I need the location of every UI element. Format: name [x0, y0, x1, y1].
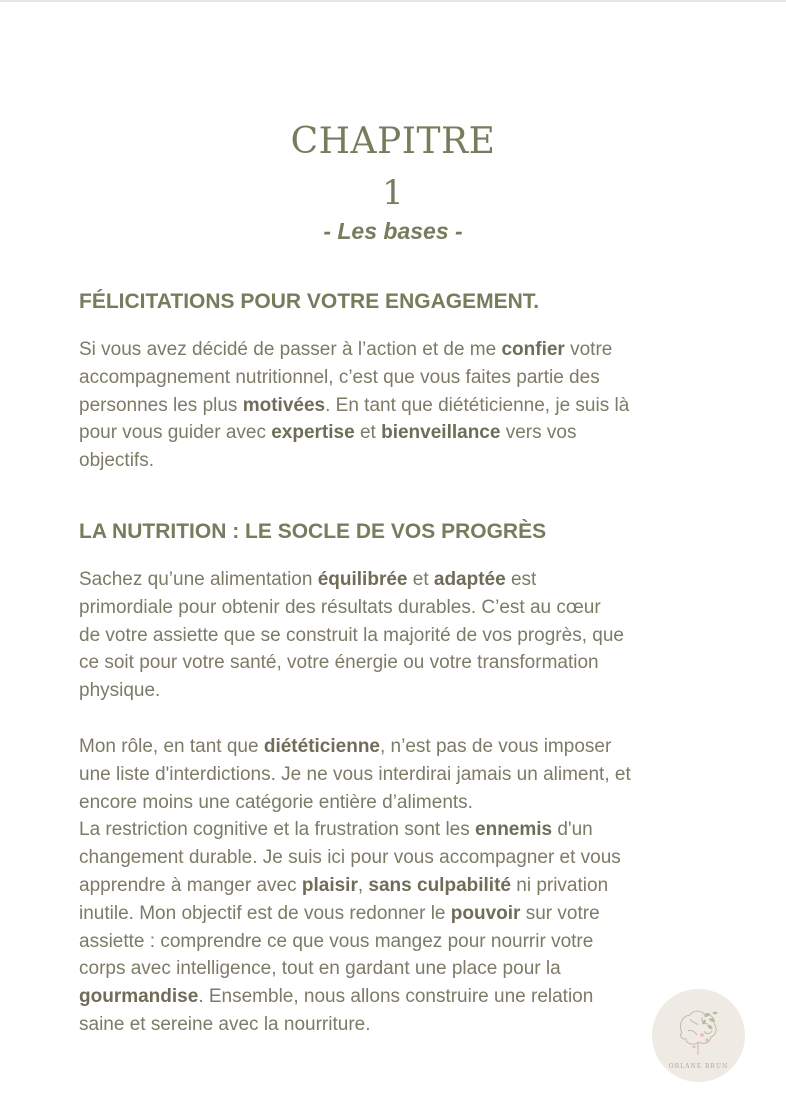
text-line [79, 1011, 719, 1039]
page-top-border [0, 0, 786, 2]
body-text: primordiale pour obtenir des résultats durables. C’est au cœur [79, 596, 601, 618]
emphasis-text: motivées [242, 394, 326, 416]
body-text: inutile. Mon objectif est de vous redonner le [79, 902, 451, 924]
body-text: de votre assiette que se construit la majorité de vos progrès, que [79, 624, 624, 646]
body-text: accompagnement nutritionnel, c’est que vous faites partie des [79, 366, 600, 388]
body-text: . En tant que diététicienne, je suis là [325, 394, 630, 416]
body-text: d'un [552, 819, 593, 841]
emphasis-text: pouvoir [450, 902, 521, 924]
body-text: encore moins une catégorie entière d’aliments. [79, 791, 473, 813]
chapter-subtitle: - Les bases - [323, 218, 463, 244]
paragraph-engagement [79, 336, 719, 475]
text-line [79, 983, 719, 1011]
text-line [79, 761, 719, 789]
body-text: objectifs. [79, 450, 154, 472]
text-line [79, 928, 719, 956]
text-line [79, 649, 719, 677]
section-heading-engagement: FÉLICITATIONS POUR VOTRE ENGAGEMENT. [79, 290, 540, 313]
emphasis-text: adaptée [433, 569, 506, 590]
body-text: vers vos [500, 422, 577, 444]
body-text: corps avec intelligence, tout en gardant une place pour la [79, 958, 561, 980]
body-text: Sachez qu’une alimentation [79, 569, 318, 590]
text-line [79, 872, 719, 900]
chapter-title: CHAPITRE [290, 121, 496, 162]
body-text: Mon rôle, en tant que [79, 736, 264, 757]
brand-logo-badge [652, 989, 745, 1082]
text-line [79, 364, 719, 392]
body-text: est [505, 569, 537, 590]
body-text: changement durable. Je suis ici pour vous accompagner et vous [79, 847, 621, 869]
text-line [79, 816, 719, 844]
text-line [79, 844, 719, 872]
text-line [79, 733, 719, 761]
body-text: sur votre [520, 902, 600, 924]
body-text: et [407, 569, 434, 590]
emphasis-text: sans culpabilité [368, 874, 511, 896]
body-text: pour vous guider avec [79, 422, 272, 444]
text-line [79, 447, 719, 475]
body-text: une liste d'interdictions. Je ne vous interdirai jamais un aliment, et [79, 763, 631, 785]
body-text: Si vous avez décidé de passer à l’action et de me [79, 339, 502, 360]
emphasis-text: expertise [271, 422, 355, 444]
body-text: , n’est pas de vous imposer [380, 736, 612, 757]
text-line [79, 566, 719, 594]
paragraph-nutrition-intro [79, 566, 719, 705]
body-text: . Ensemble, nous allons construire une relation [198, 986, 594, 1008]
text-line [79, 622, 719, 650]
body-text: La restriction cognitive et la frustration sont les [79, 819, 476, 841]
emphasis-text: ennemis [475, 819, 553, 841]
text-line [79, 336, 719, 364]
paragraph-dietitian-role [79, 733, 719, 1039]
brand-name: ORLANE BRUN [668, 1063, 729, 1070]
text-line [79, 677, 719, 705]
emphasis-text: équilibrée [317, 569, 408, 590]
body-text: assiette : comprendre ce que vous mangez pour nourrir votre [79, 930, 594, 952]
body-text: et [354, 422, 382, 444]
body-text: votre [564, 339, 613, 360]
text-line [79, 594, 719, 622]
body-text: physique. [79, 680, 161, 702]
body-text: ce soit pour votre santé, votre énergie ou votre transformation [79, 652, 599, 674]
section-heading-nutrition: LA NUTRITION : LE SOCLE DE VOS PROGRÈS [79, 520, 547, 543]
text-line [79, 900, 719, 928]
emphasis-text: bienveillance [381, 422, 501, 444]
body-text: apprendre à manger avec [79, 874, 302, 896]
body-text: ni privation [510, 874, 609, 896]
emphasis-text: confier [501, 339, 565, 360]
chapter-number: 1 [382, 173, 404, 213]
body-text: , [357, 874, 369, 896]
emphasis-text: gourmandise [79, 986, 199, 1008]
body-text: saine et sereine avec la nourriture. [79, 1013, 371, 1035]
text-line [79, 789, 719, 817]
emphasis-text: plaisir [301, 874, 358, 896]
emphasis-text: diététicienne [263, 736, 380, 757]
text-line [79, 392, 719, 420]
body-text: personnes les plus [79, 394, 243, 416]
text-line [79, 419, 719, 447]
text-line [79, 955, 719, 983]
